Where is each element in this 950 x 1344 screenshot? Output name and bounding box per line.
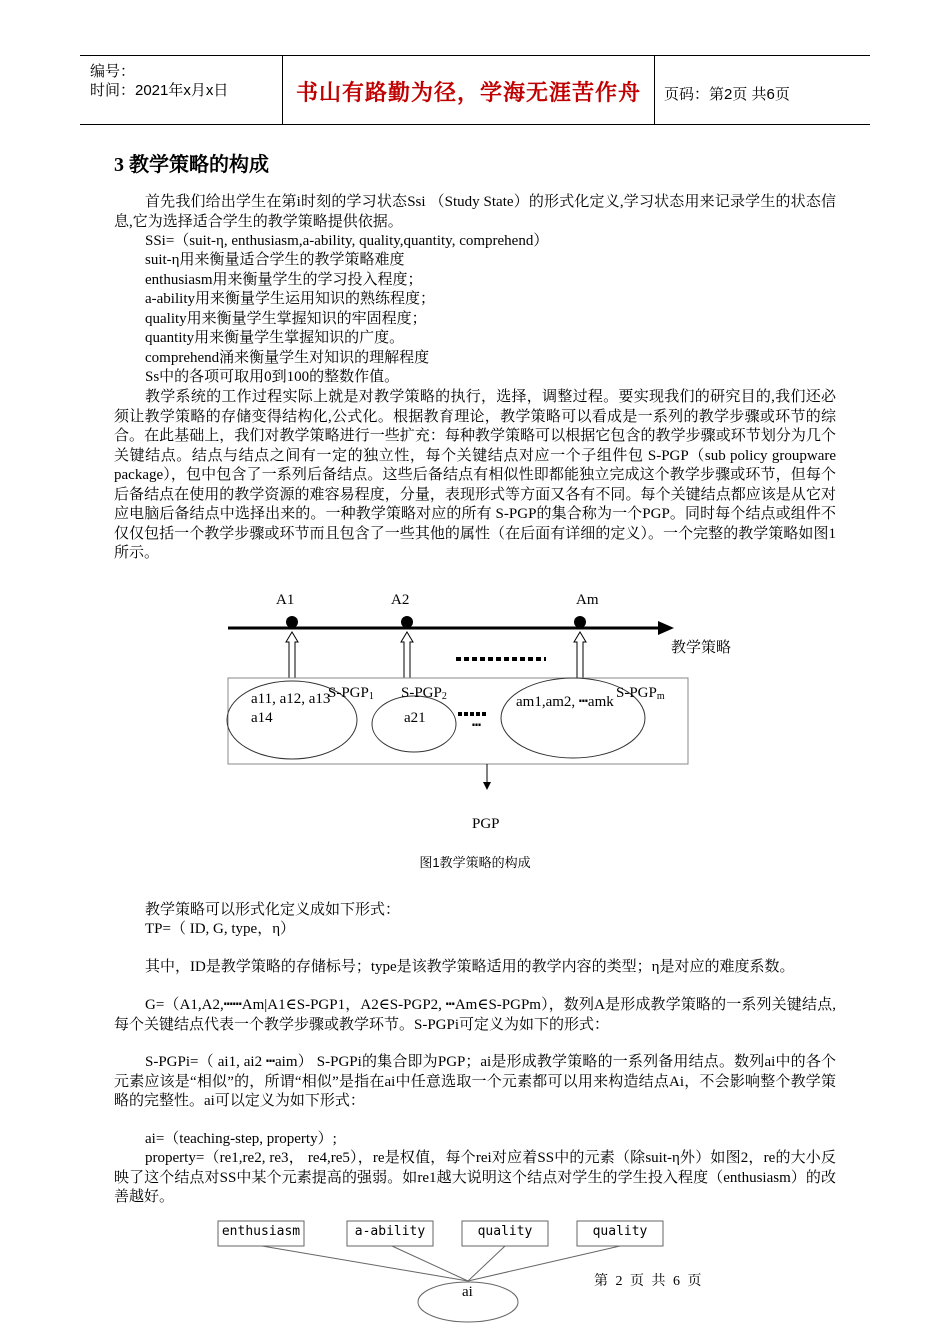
figure1-caption: 图1教学策略的构成 xyxy=(419,855,531,870)
header-time-label: 时间：2021年x月x日 xyxy=(90,82,229,99)
spgp1-label: $S-PGP_1$ xyxy=(328,685,374,702)
suit-line: suit-η用来衡量适合学生的教学策略难度 xyxy=(145,252,405,268)
node-am-label: Am xyxy=(576,592,599,608)
node-am-dot xyxy=(574,616,586,628)
box-quality-label: quality xyxy=(477,1224,533,1239)
section-title: 3 教学策略的构成 xyxy=(114,154,269,176)
header-bottom-rule xyxy=(80,124,870,125)
enthusiasm-line: enthusiasm用来衡量学生的学习投入程度； xyxy=(145,272,423,288)
connector-line xyxy=(468,1246,505,1281)
header-number-label: 编号： xyxy=(90,63,136,80)
paragraph-system: 教学系统的工作过程实际上就是对教学策略的执行，选择，调整过程。要实现我们的研究目的,我们还必须让教学策略的存储变得结构化,公式化。根据教育理论，教学策略可以看成是一系列的教学步骤或环节的综合。在此基础上，我们对教学策略进行一些扩充：每种教学策略可以根据它包含的教学步骤或环节划分为几个关键结点。结点与结点之间有一定的独立性，每个关键结点对应一个子组件包 S-PGP（sub policy groupware package），包中包含了一系列后备结点。这些后备结点有相似性即都能独立完成这个教学步骤或环节，但每个后备结点在使用的教学资源的难容易程度，分量，表现形式等方面又各有不同。每个关键结点都应该是从它对应电脑后备结点中选择出来的。一种教学策略对应的所有 S-PGP的集合称为一个PGP。同时每个结点或组件不仅仅包括一个教学步骤或环节而且包含了一些其他的属性（在后面有详细的定义）。一个完整的教学策略如图1所示。 xyxy=(114,389,836,561)
header-divider xyxy=(654,56,655,124)
figure1-diagram xyxy=(0,580,950,850)
header-top-rule xyxy=(80,55,870,56)
tp-definition: TP=（ ID, G, type，η） xyxy=(145,921,296,937)
g-definition: G=（A1,A2,┅┅Am|A1∈S-PGP1，A2∈S-PGP2, ┅Am∈S-PGPm），数列A是形成教学策略的一系列关键结点,每个关键结点代表一个教学步骤或教学环节。S-PGPi可定义为如下的形式： xyxy=(114,997,836,1033)
connector-line xyxy=(262,1246,468,1281)
tp-explanation: 其中，ID是教学策略的存储标号；type是该教学策略适用的教学内容的类型；η是对应的难度系数。 xyxy=(145,959,795,975)
up-arrow xyxy=(401,632,413,678)
node-a2-dot xyxy=(401,616,413,628)
quality-line: quality用来衡量学生掌握知识的牢固程度； xyxy=(145,311,427,327)
ellipsis-dots: ┅ xyxy=(472,718,482,734)
ai-label: ai xyxy=(462,1284,473,1300)
node-a1-label: A1 xyxy=(276,592,295,608)
node-a1-dot xyxy=(286,616,298,628)
ssi-definition: SSi=（suit-η, enthusiasm,a-ability, quality,quantity, comprehend） xyxy=(145,233,549,249)
footer-page-number: 第 2 页 共 6 页 xyxy=(594,1274,704,1289)
box-enthusiasm-label: enthusiasm xyxy=(221,1224,301,1239)
axis-arrowhead xyxy=(658,621,674,635)
up-arrow xyxy=(574,632,586,678)
ability-line: a-ability用来衡量学生运用知识的熟练程度； xyxy=(145,291,435,307)
spgp-definition: S-PGPi=（ ai1, ai2 ┅aim） S-PGPi的集合即为PGP；ai是形成教学策略的一系列备用结点。数列ai中的各个元素应该是“相似”的，所谓“相似”是指在ai中任意选取一个元素都可以用来构造结点Ai，不会影响整个教学策略的完整性。ai可以定义为如下形式： xyxy=(114,1054,836,1109)
spgpm-label: $S-PGP_m$ xyxy=(616,685,665,702)
spgp2-items: a21 xyxy=(404,710,426,726)
comprehend-line: comprehend涌来衡量学生对知识的理解程度 xyxy=(145,350,430,366)
header-motto: 书山有路勤为径，学海无涯苦作舟 xyxy=(295,80,641,105)
property-definition: property=（re1,re2, re3， re4,re5），re是权值，每个rei对应着SS中的元素（除suit-η外）如图2，re的大小反映了这个结点对SS中某个元素提高的强弱。如re1越大说明这个结点对学生的学生投入程度（enthusiasm）的改善越好。 xyxy=(114,1150,836,1205)
up-arrow xyxy=(286,632,298,678)
tp-intro: 教学策略可以形式化定义成如下形式： xyxy=(145,902,401,918)
spgp1-items-line2: a14 xyxy=(251,710,273,726)
spgpm-items: am1,am2, ┅amk xyxy=(516,694,614,710)
spgp1-items: a11, a12, a13 xyxy=(251,691,331,707)
box-a-ability-label: a-ability xyxy=(354,1224,426,1239)
ai-definition: ai=（teaching-step, property）; xyxy=(145,1131,337,1147)
pgp-label: PGP xyxy=(472,816,500,832)
quantity-line: quantity用来衡量学生掌握知识的广度。 xyxy=(145,330,405,346)
spgp2-label: $S-PGP_2$ xyxy=(401,685,447,702)
header-page-info: 页码：第2页 共6页 xyxy=(664,86,790,103)
paragraph-intro: 首先我们给出学生在第i时刻的学习状态Ssi （Study State）的形式化定义,学习状态用来记录学生的状态信息,它为选择适合学生的教学策略提供依据。 xyxy=(114,194,836,230)
box-quality-2-label: quality xyxy=(592,1224,648,1239)
connector-line xyxy=(392,1246,468,1281)
axis-label: 教学策略 xyxy=(671,640,732,656)
down-arrow-head xyxy=(483,782,491,790)
node-a2-label: A2 xyxy=(391,592,410,608)
range-line: Ss中的各项可取用0到100的整数作值。 xyxy=(145,369,400,385)
